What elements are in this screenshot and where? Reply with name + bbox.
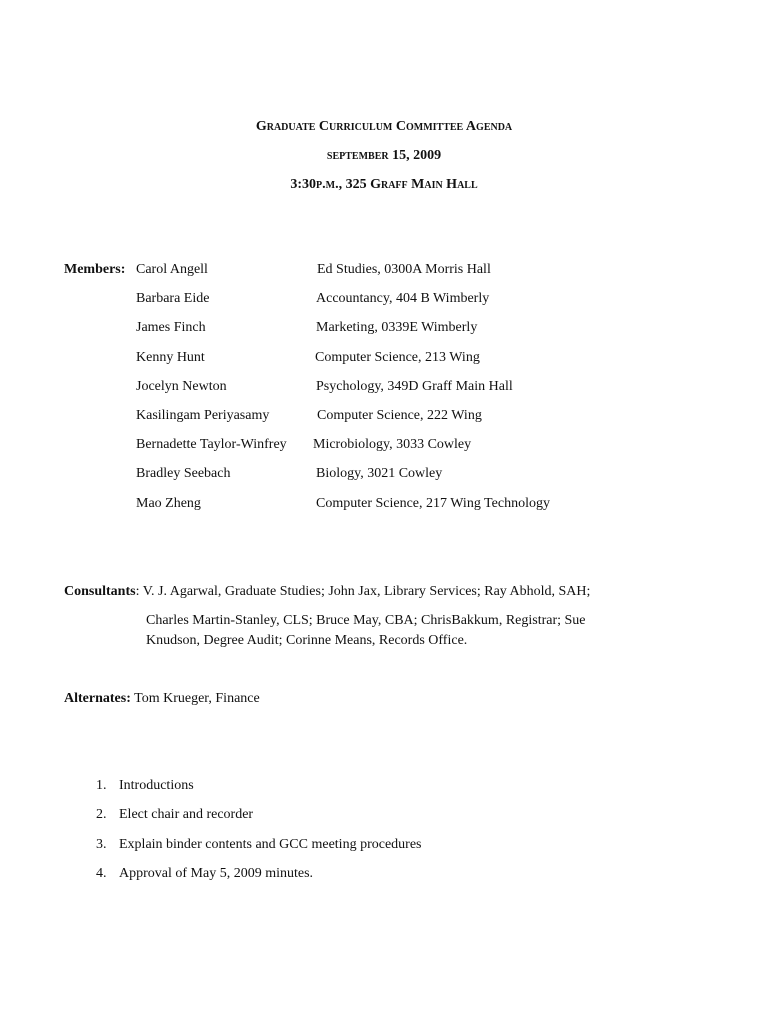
member-department: Computer Science, 217 Wing Technology (316, 496, 550, 511)
member-department: Ed Studies, 0300A Morris Hall (317, 262, 491, 277)
date-month: september (326, 148, 389, 163)
consultants-line-1 (64, 584, 590, 600)
meeting-time-suffix: p.m. (316, 177, 339, 192)
member-department: Microbiology, 3033 Cowley (313, 437, 472, 452)
member-department: Marketing, 0339E Wimberly (316, 320, 478, 335)
consultants-text-1: : V. J. Agarwal, Graduate Studies; John Jax, Library Services; Ray Abhold, SAH; (135, 584, 591, 599)
meeting-date (0, 148, 768, 164)
date-day-year: 15, 2009 (392, 148, 442, 163)
member-name: Kenny Hunt (136, 350, 205, 365)
member-name: Barbara Eide (136, 291, 210, 306)
member-department: Accountancy, 404 B Wimberly (316, 291, 490, 306)
agenda-item-number: 4. (96, 866, 107, 881)
consultants-line-3: Knudson, Degree Audit; Corinne Means, Records Office. (146, 633, 468, 648)
agenda-item-text: Elect chair and recorder (119, 807, 254, 822)
member-name: Carol Angell (136, 262, 208, 277)
consultants-label: Consultants (64, 584, 136, 599)
members-label: Members: (64, 262, 126, 277)
member-name: Bradley Seebach (136, 466, 231, 481)
meeting-time: 3:30 (290, 177, 317, 192)
member-department: Biology, 3021 Cowley (316, 466, 443, 481)
member-name: Mao Zheng (136, 496, 201, 511)
member-name: James Finch (136, 320, 206, 335)
member-department: Psychology, 349D Graff Main Hall (316, 379, 513, 394)
alternates-line (64, 691, 260, 707)
member-name: Kasilingam Periyasamy (136, 408, 270, 423)
location-building: Graff Main Hall (370, 177, 478, 192)
member-name: Bernadette Taylor-Winfrey (136, 437, 287, 452)
consultants-line-2: Charles Martin-Stanley, CLS; Bruce May, CBA; ChrisBakkum, Registrar; Sue (146, 613, 586, 628)
member-department: Computer Science, 222 Wing (317, 408, 482, 423)
location-room: , 325 (338, 177, 371, 192)
agenda-item-number: 3. (96, 837, 107, 852)
agenda-item-number: 1. (96, 778, 107, 793)
member-name: Jocelyn Newton (136, 379, 227, 394)
meeting-time-location (0, 177, 768, 193)
document-title: Graduate Curriculum Committee Agenda (255, 119, 513, 134)
alternates-value: Tom Krueger, Finance (134, 691, 260, 706)
agenda-item-text: Introductions (119, 778, 194, 793)
agenda-item-text: Explain binder contents and GCC meeting procedures (119, 837, 422, 852)
agenda-item-number: 2. (96, 807, 107, 822)
agenda-item-text: Approval of May 5, 2009 minutes. (119, 866, 314, 881)
alternates-label: Alternates: (64, 691, 131, 706)
member-department: Computer Science, 213 Wing (315, 350, 480, 365)
